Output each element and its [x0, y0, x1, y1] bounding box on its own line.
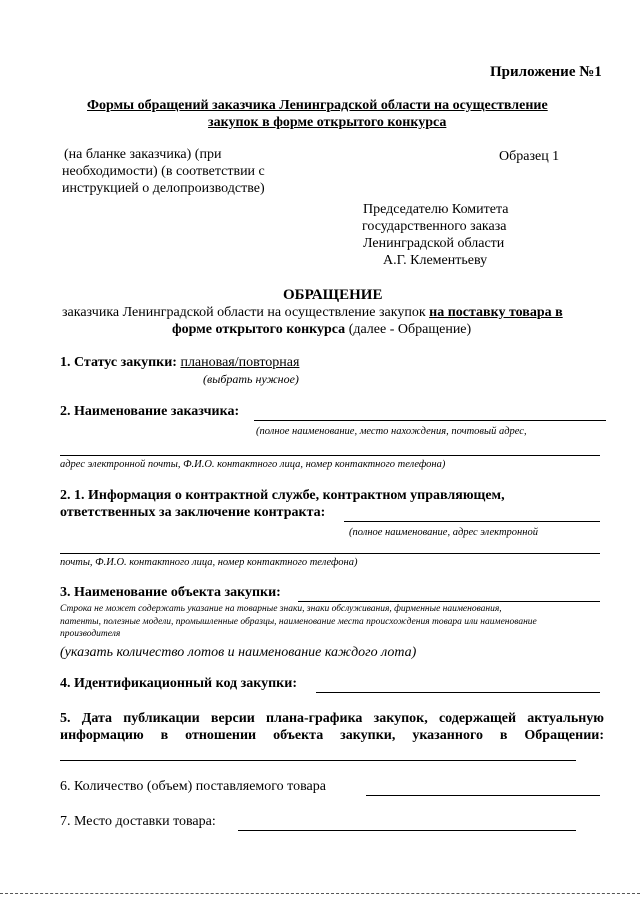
item3-note-line1: Строка не может содержать указание на товарные знаки, знаки обслуживания, фирменные наименования, — [60, 604, 502, 614]
item21-hint1: (полное наименование, адрес электронной — [349, 527, 538, 538]
item5-line2-wrap — [60, 728, 604, 744]
item5-line1: 5. Дата публикации версии плана-графика закупок, содержащей актуальную — [60, 711, 604, 726]
item2-input-line[interactable] — [254, 420, 606, 421]
item4-label: 4. Идентификационный код закупки: — [60, 676, 297, 691]
intro-suffix: (далее - Обращение) — [345, 322, 472, 337]
item21-line1: 2. 1. Информация о контрактной службе, контрактном управляющем, — [60, 488, 505, 503]
item5-line2: информацию в отношении объекта закупки, указанного в Обращении: — [60, 728, 604, 743]
item1-label: 1. Статус закупки: — [60, 355, 177, 370]
appendix-label: Приложение №1 — [490, 64, 602, 80]
item1-row — [60, 355, 299, 371]
addressee-line2: государственного заказа — [362, 219, 507, 234]
item3-note-line2: патенты, полезные модели, промышленные образцы, наименование места происхождения товара или наименование — [60, 617, 537, 627]
addressee-line4: А.Г. Клементьеву — [383, 253, 488, 268]
document-heading: ОБРАЩЕНИЕ — [283, 287, 383, 303]
intro-subject: на поставку товара в — [429, 305, 563, 320]
item5-line1-wrap — [60, 711, 604, 727]
item21-input-line[interactable] — [344, 521, 600, 522]
item1-hint: (выбрать нужное) — [203, 372, 299, 386]
page-bottom-divider — [0, 893, 640, 894]
intro-line1 — [62, 305, 563, 321]
item21-hint2: почты, Ф.И.О. контактного лица, номер контактного телефона) — [60, 557, 358, 568]
addressee-line3: Ленинградской области — [363, 236, 505, 251]
sample-label: Образец 1 — [499, 149, 560, 164]
blank-note-line1: (на бланке заказчика) (при — [64, 147, 222, 162]
blank-note-line3: инструкцией о делопроизводстве) — [62, 181, 265, 196]
item7-input-line[interactable] — [238, 830, 576, 831]
item3-note-line3: производителя — [60, 629, 121, 639]
document-title-line2: закупок в форме открытого конкурса — [208, 115, 447, 130]
addressee-line1: Председателю Комитета — [363, 202, 509, 217]
intro-text: заказчика Ленинградской области на осуществление закупок — [62, 305, 430, 320]
intro-form: форме открытого конкурса — [172, 322, 346, 337]
document-title-line1: Формы обращений заказчика Ленинградской области на осуществление — [87, 98, 548, 113]
item2-label: 2. Наименование заказчика: — [60, 404, 240, 419]
intro-line2 — [172, 322, 471, 338]
item2-hint1: (полное наименование, место нахождения, почтовый адрес, — [256, 426, 527, 437]
item1-status-value[interactable]: плановая/повторная — [180, 355, 300, 370]
item2-hint2: адрес электронной почты, Ф.И.О. контактного лица, номер контактного телефона) — [60, 459, 446, 470]
item4-input-line[interactable] — [316, 692, 600, 693]
item6-label: 6. Количество (объем) поставляемого товара — [60, 779, 326, 794]
item6-input-line[interactable] — [366, 795, 600, 796]
item21-input-line2[interactable] — [60, 553, 600, 554]
item7-label: 7. Место доставки товара: — [60, 814, 216, 829]
item2-input-line2[interactable] — [60, 455, 600, 456]
blank-note-line2: необходимости) (в соответствии с — [62, 164, 265, 179]
item5-input-line[interactable] — [60, 760, 576, 761]
item3-input-line[interactable] — [298, 601, 600, 602]
item3-label: 3. Наименование объекта закупки: — [60, 585, 281, 600]
item21-line2: ответственных за заключение контракта: — [60, 505, 326, 520]
item3-hint: (указать количество лотов и наименование каждого лота) — [60, 645, 417, 660]
